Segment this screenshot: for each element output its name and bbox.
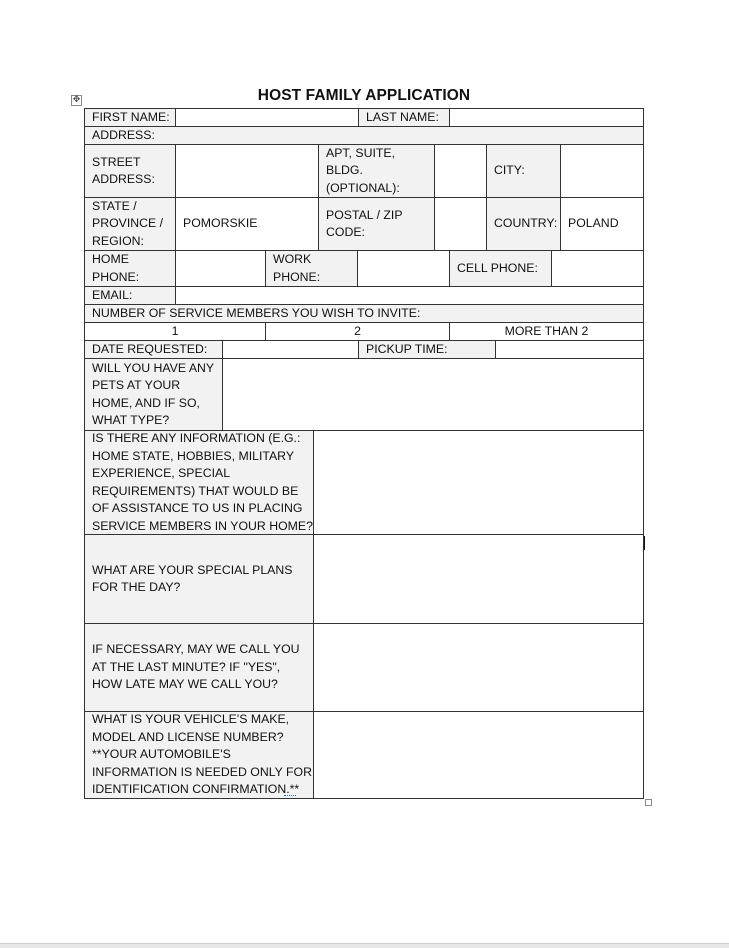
- pets-question-label: WILL YOU HAVE ANY PETS AT YOUR HOME, AND IF SO, WHAT TYPE?: [84, 358, 223, 431]
- cell-phone-field[interactable]: [551, 250, 644, 287]
- date-requested-label: DATE REQUESTED:: [84, 340, 223, 359]
- text-cursor: [644, 536, 645, 550]
- service-members-option-more[interactable]: MORE THAN 2: [449, 322, 644, 341]
- table-move-handle-icon[interactable]: ✥: [72, 95, 81, 105]
- state-province-label: STATE / PROVINCE / REGION:: [84, 197, 176, 251]
- city-label: CITY:: [486, 144, 561, 198]
- additional-info-answer-field[interactable]: [313, 430, 644, 535]
- page-title: HOST FAMILY APPLICATION: [257, 87, 471, 104]
- street-address-field[interactable]: [175, 144, 319, 198]
- date-requested-field[interactable]: [222, 340, 359, 359]
- vehicle-question-label: WHAT IS YOUR VEHICLE'S MAKE, MODEL AND LICENSE NUMBER? **YOUR AUTOMOBILE'S INFORMATION IS NEEDED ONLY FOR IDENTIFICATION CONFIRMATION.**: [84, 711, 314, 799]
- pickup-time-field[interactable]: [495, 340, 644, 359]
- table-resize-handle[interactable]: [645, 799, 652, 806]
- work-phone-field[interactable]: [357, 250, 450, 287]
- home-phone-field[interactable]: [175, 250, 266, 287]
- state-province-field[interactable]: POMORSKIE: [175, 197, 319, 251]
- last-name-label: LAST NAME:: [358, 108, 450, 127]
- pets-answer-field[interactable]: [222, 358, 644, 431]
- postal-code-label: POSTAL / ZIP CODE:: [318, 197, 435, 251]
- apt-suite-field[interactable]: [434, 144, 487, 198]
- proofing-underline: [284, 795, 296, 799]
- first-name-label: FIRST NAME:: [84, 108, 176, 127]
- cell-phone-label: CELL PHONE:: [449, 250, 552, 287]
- additional-info-question-label: IS THERE ANY INFORMATION (E.G.: HOME STATE, HOBBIES, MILITARY EXPERIENCE, SPECIAL REQUIREMENTS) THAT WOULD BE OF ASSISTANCE TO US IN PLACING SERVICE MEMBERS IN YOUR HOME?: [84, 430, 314, 535]
- last-name-field[interactable]: [449, 108, 644, 127]
- last-minute-call-answer-field[interactable]: [313, 623, 644, 712]
- window-bottom-edge: [0, 943, 729, 948]
- service-members-option-1[interactable]: 1: [84, 322, 266, 341]
- email-label: EMAIL:: [84, 286, 176, 305]
- apt-suite-label: APT, SUITE, BLDG. (OPTIONAL):: [318, 144, 435, 198]
- email-field[interactable]: [175, 286, 644, 305]
- service-members-label: NUMBER OF SERVICE MEMBERS YOU WISH TO INVITE:: [84, 304, 644, 323]
- pickup-time-label: PICKUP TIME:: [358, 340, 496, 359]
- first-name-field[interactable]: [175, 108, 359, 127]
- special-plans-answer-field[interactable]: [313, 534, 644, 624]
- country-label: COUNTRY:: [486, 197, 561, 251]
- vehicle-answer-field[interactable]: [313, 711, 644, 799]
- work-phone-label: WORK PHONE:: [265, 250, 358, 287]
- service-members-option-2[interactable]: 2: [265, 322, 450, 341]
- street-address-label: STREET ADDRESS:: [84, 144, 176, 198]
- special-plans-question-label: WHAT ARE YOUR SPECIAL PLANS FOR THE DAY?: [84, 534, 314, 624]
- postal-code-field[interactable]: [434, 197, 487, 251]
- city-field[interactable]: [560, 144, 644, 198]
- address-section-label: ADDRESS:: [84, 126, 644, 145]
- country-field[interactable]: POLAND: [560, 197, 644, 251]
- last-minute-call-question-label: IF NECESSARY, MAY WE CALL YOU AT THE LAST MINUTE? IF "YES", HOW LATE MAY WE CALL YOU?: [84, 623, 314, 712]
- home-phone-label: HOME PHONE:: [84, 250, 176, 287]
